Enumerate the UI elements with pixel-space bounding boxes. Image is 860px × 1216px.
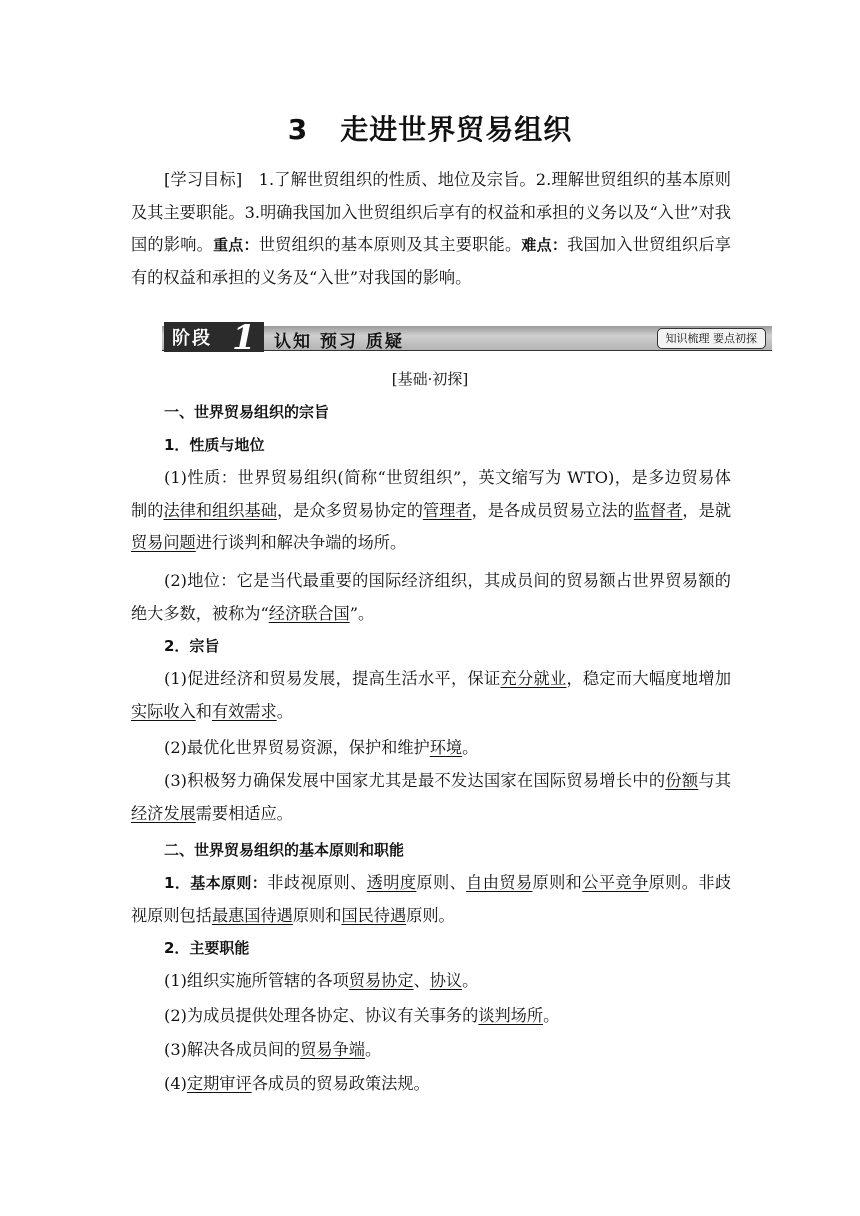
key-term: 国民待遇	[341, 905, 407, 925]
principle-label: 1．基本原则：	[164, 874, 268, 892]
section2-sub2: 2．主要职能	[164, 939, 250, 957]
section1-p2	[131, 565, 731, 630]
text-run: 原则。	[406, 905, 455, 925]
section1-p1	[131, 462, 731, 560]
key-term: 环境	[429, 738, 463, 757]
section1-p3	[131, 663, 731, 728]
key-term: 透明度	[366, 873, 417, 892]
text-run: (4)	[164, 1074, 187, 1093]
text-run: 非歧视原则、	[267, 873, 367, 892]
text-run: 需要相适应。	[195, 803, 293, 823]
key-term: 法律和组织基础	[163, 500, 277, 520]
key-term: 自由贸易	[466, 873, 533, 892]
text-run: (2)地位：它是当代最重要的国际经济组织，其成员间的贸易额占世界贸易额的绝大多数，被称为“	[131, 571, 731, 623]
difficulty-text: 我国加入世贸组织后享有的权益和承担的义务及“入世”对我国的影响。	[131, 235, 731, 287]
text-run: ，是各成员贸易立法的	[471, 500, 634, 520]
section1-sub2: 2．宗旨	[164, 637, 220, 655]
text-run: (1)组织实施所管辖的各项	[164, 971, 349, 990]
goals-text: 1.了解世贸组织的性质、地位及宗旨。2.理解世贸组织的基本原则及其主要职能。3.明确我国加入世贸组织后享有的权益和承担的义务以及“入世”对我国的影响。	[131, 170, 731, 254]
text-run: 原则和	[532, 873, 583, 892]
key-term: 贸易协定	[348, 971, 414, 990]
key-term: 谈判场所	[478, 1006, 544, 1025]
lesson-number: 3	[287, 113, 309, 146]
text-run: 。	[543, 1006, 560, 1025]
text-run: (2)为成员提供处理各协定、协议有关事务的	[164, 1006, 479, 1025]
text-run: (1)性质：世界贸易组织(简称“世贸组织”，英文缩写为 WTO)，是多边贸易体制的	[131, 468, 731, 520]
text-run: ，是众多贸易协定的	[276, 500, 423, 520]
key-term: 管理者	[422, 500, 472, 520]
text-run: (2)最优化世界贸易资源，保护和维护	[164, 738, 430, 757]
stage-badge	[164, 318, 264, 358]
key-term: 份额	[665, 771, 699, 790]
section1-sub1: 1．性质与地位	[164, 436, 265, 454]
key-term: 充分就业	[500, 669, 567, 688]
text-run: 原则和	[292, 905, 342, 925]
text-run: ，稳定而大幅度地增加	[566, 669, 732, 688]
key-term: 监督者	[633, 500, 683, 520]
key-term: 定期审评	[186, 1074, 252, 1093]
key-term: 协议	[429, 971, 463, 990]
key-term: 贸易问题	[131, 533, 196, 552]
text-run: 各成员的贸易政策法规。	[251, 1074, 430, 1093]
key-term: 实际收入	[131, 701, 196, 721]
key-term: 经济发展	[131, 803, 196, 823]
stage-number: 1	[232, 318, 256, 358]
lesson-title: 走进世界贸易组织	[340, 113, 573, 146]
text-run: (1)促进经济和贸易发展，提高生活水平，保证	[164, 669, 501, 688]
text-run: 。	[462, 738, 479, 757]
banner-tag: 知识梳理 要点初探	[657, 328, 767, 349]
section2-heading: 二、世界贸易组织的基本原则和职能	[164, 841, 405, 859]
text-run: 。	[276, 701, 293, 721]
key-term: 有效需求	[211, 701, 277, 721]
text-run: 、	[413, 971, 430, 990]
learning-goals	[131, 164, 731, 294]
goals-label: [学习目标]	[164, 170, 243, 189]
text-run: 和	[195, 701, 212, 721]
key-term: 公平竞争	[582, 873, 649, 892]
text-run: 。	[462, 971, 479, 990]
key-term: 最惠国待遇	[211, 905, 293, 925]
text-run: ，是就	[682, 500, 732, 520]
section2-p5	[131, 1068, 731, 1101]
text-run: 原则、	[416, 873, 467, 892]
section-subheader: [基础·初探]	[391, 370, 469, 388]
banner-title: 认知 预习 质疑	[274, 332, 404, 352]
key-term: 经济联合国	[268, 603, 350, 623]
section2-p1	[131, 867, 731, 932]
text-run: 。	[365, 1040, 382, 1059]
difficulty-label: 难点：	[521, 236, 568, 254]
key-point-label: 重点：	[213, 236, 259, 254]
text-run: (3)积极努力确保发展中国家尤其是最不发达国家在国际贸易增长中的	[164, 771, 666, 790]
stage-label: 阶段	[172, 328, 212, 349]
text-run: (3)解决各成员间的	[164, 1040, 301, 1059]
page-title	[0, 108, 860, 148]
section2-p3	[131, 1000, 731, 1033]
text-run: ”。	[349, 603, 375, 623]
key-term: 贸易争端	[300, 1040, 365, 1059]
stage-banner	[162, 318, 772, 358]
section1-p5	[131, 765, 731, 830]
key-point-text: 世贸组织的基本原则及其主要职能。	[258, 235, 522, 254]
text-run: 与其	[698, 771, 732, 790]
section1-heading: 一、世界贸易组织的宗旨	[164, 403, 330, 421]
section2-p2	[131, 965, 731, 998]
section1-p4	[131, 732, 731, 765]
section2-p4	[131, 1034, 731, 1067]
text-run: 原则。非歧视原则包括	[131, 873, 732, 925]
text-run: 进行谈判和解决争端的场所。	[195, 533, 407, 552]
